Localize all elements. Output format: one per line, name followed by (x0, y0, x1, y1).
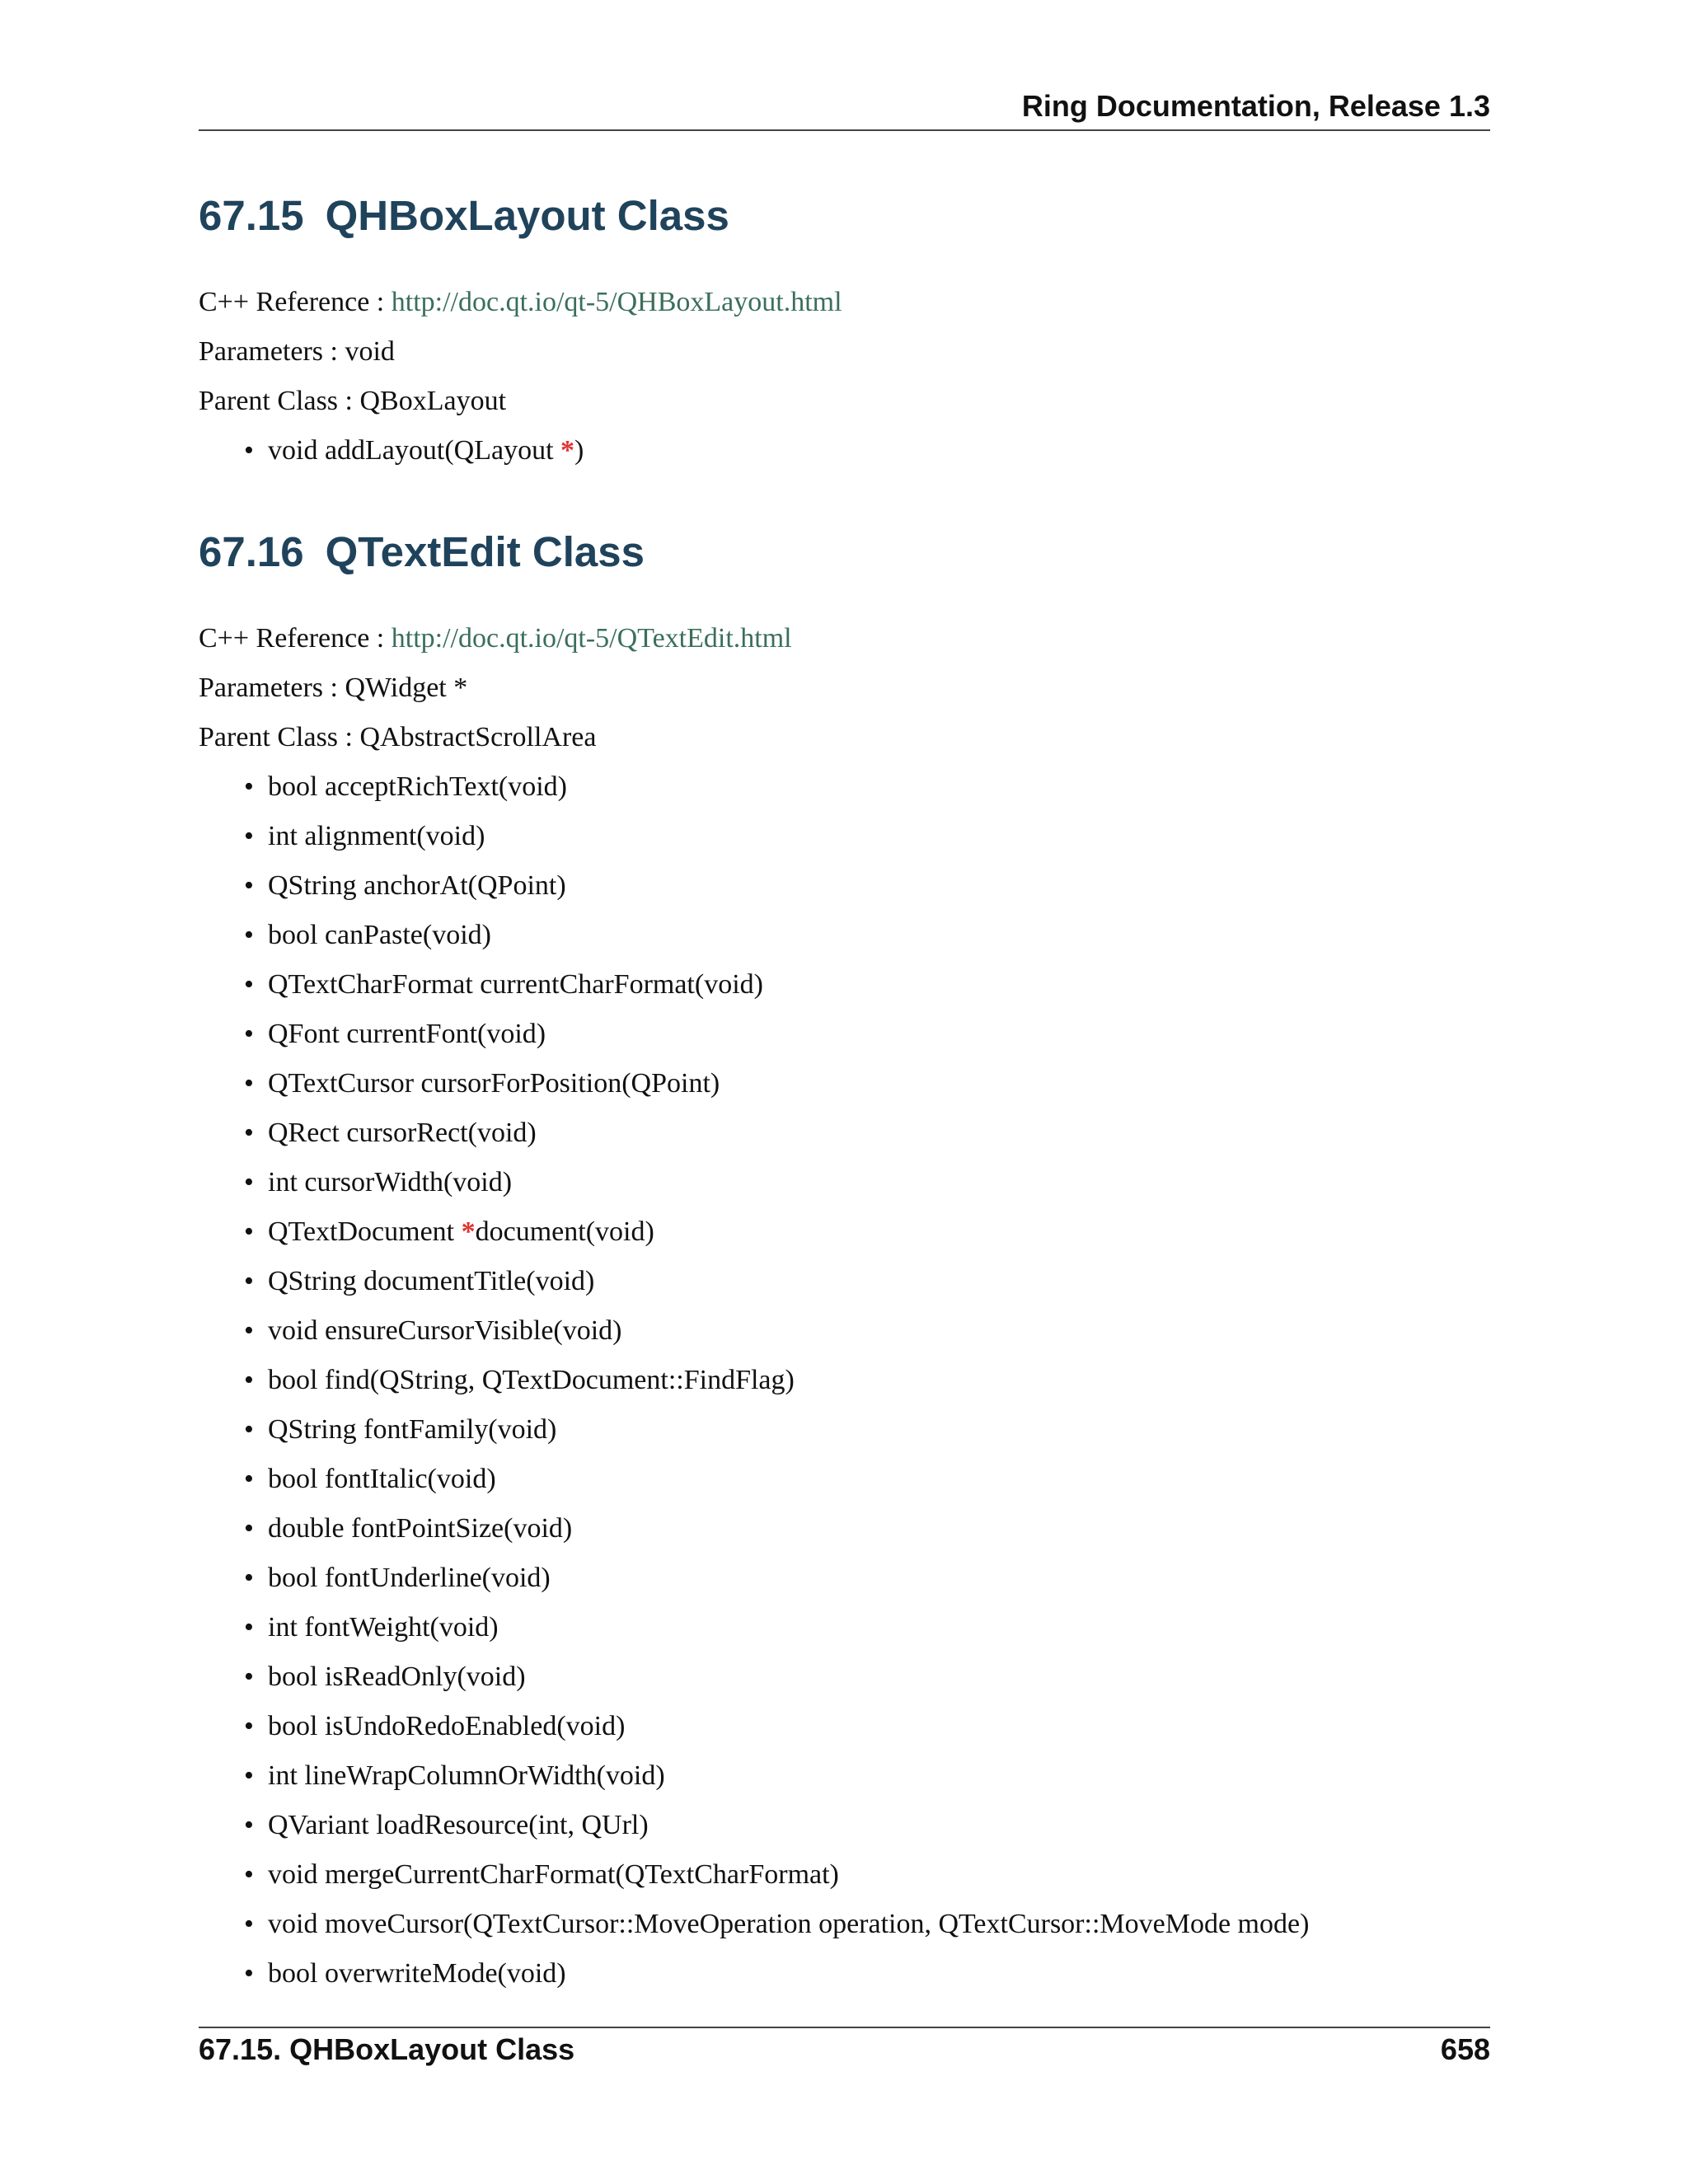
footer-page-number: 658 (1440, 2032, 1490, 2066)
method-item (199, 1858, 1309, 1908)
section-number: 67.15 (199, 192, 304, 239)
method-signature: bool canPaste(void) (268, 920, 491, 950)
method-item (199, 1760, 1309, 1809)
section-title: QTextEdit Class (325, 528, 645, 575)
method-signature: QTextCursor cursorForPosition(QPoint) (268, 1068, 720, 1099)
method-signature: double fontPointSize(void) (268, 1513, 573, 1544)
bullet-icon: • (244, 1315, 254, 1346)
method-item (199, 1512, 1309, 1562)
method-item (199, 1216, 1309, 1265)
cpp-reference-label: C++ Reference : (199, 623, 385, 654)
method-signature: int lineWrapColumnOrWidth(void) (268, 1760, 665, 1791)
method-item (199, 1710, 1309, 1760)
bullet-icon: • (244, 1612, 254, 1643)
method-item (199, 1611, 1309, 1661)
method-signature: int cursorWidth(void) (268, 1167, 513, 1197)
header-rule (199, 129, 1490, 131)
bullet-icon: • (244, 1760, 254, 1791)
section-number: 67.16 (199, 528, 304, 575)
method-signature: bool fontItalic(void) (268, 1464, 496, 1494)
method-signature: bool acceptRichText(void) (268, 771, 567, 802)
method-signature-tail: document(void) (475, 1216, 654, 1247)
method-signature: QString documentTitle(void) (268, 1266, 595, 1296)
bullet-icon: • (244, 1068, 254, 1099)
method-signature: QVariant loadResource(int, QUrl) (268, 1810, 649, 1840)
document-page (199, 0, 1490, 2184)
bullet-icon: • (244, 1464, 254, 1494)
cpp-reference-label: C++ Reference : (199, 287, 385, 317)
bullet-icon: • (244, 821, 254, 851)
footer-rule (199, 2027, 1490, 2028)
method-list (199, 771, 1309, 2007)
method-signature: bool fontUnderline(void) (268, 1563, 551, 1593)
bullet-icon: • (244, 1167, 254, 1197)
method-item (199, 1117, 1309, 1166)
method-item (199, 771, 1309, 820)
method-signature: void addLayout(QLayout (268, 435, 561, 466)
cpp-reference-line (199, 622, 792, 655)
method-signature: bool overwriteMode(void) (268, 1958, 566, 1989)
bullet-icon: • (244, 1513, 254, 1544)
method-signature: int fontWeight(void) (268, 1612, 499, 1643)
bullet-icon: • (244, 1958, 254, 1989)
method-signature: QString anchorAt(QPoint) (268, 870, 566, 901)
method-item (199, 919, 1309, 968)
method-signature: QFont currentFont(void) (268, 1019, 546, 1049)
bullet-icon: • (244, 1365, 254, 1395)
cpp-reference-link[interactable]: http://doc.qt.io/qt-5/QTextEdit.html (391, 623, 792, 654)
bullet-icon: • (244, 1661, 254, 1692)
method-item (199, 968, 1309, 1018)
bullet-icon: • (244, 1216, 254, 1247)
method-signature: QString fontFamily(void) (268, 1414, 557, 1445)
parameters-line: Parameters : QWidget * (199, 673, 468, 703)
method-item (199, 1018, 1309, 1067)
method-signature: QTextDocument (268, 1216, 462, 1247)
bullet-icon: • (244, 1859, 254, 1890)
parent-class-line: Parent Class : QAbstractScrollArea (199, 722, 597, 752)
bullet-icon: • (244, 771, 254, 802)
method-signature: bool find(QString, QTextDocument::FindFlag) (268, 1365, 795, 1395)
bullet-icon: • (244, 1414, 254, 1445)
bullet-icon: • (244, 1019, 254, 1049)
method-signature: int alignment(void) (268, 821, 485, 851)
bullet-icon: • (244, 920, 254, 950)
method-item (199, 1265, 1309, 1315)
bullet-icon: • (244, 1266, 254, 1296)
method-signature: bool isUndoRedoEnabled(void) (268, 1711, 626, 1741)
bullet-icon: • (244, 969, 254, 1000)
method-signature-tail: ) (574, 435, 584, 466)
running-header: Ring Documentation, Release 1.3 (1021, 89, 1490, 123)
method-signature: bool isReadOnly(void) (268, 1661, 526, 1692)
method-list (199, 434, 584, 484)
pointer-asterisk: * (560, 435, 575, 466)
method-signature: void mergeCurrentCharFormat(QTextCharFormat) (268, 1859, 839, 1890)
bullet-icon: • (244, 870, 254, 901)
method-item (199, 820, 1309, 869)
bullet-icon: • (244, 1810, 254, 1840)
method-item (199, 1957, 1309, 2007)
method-signature: void moveCursor(QTextCursor::MoveOperation operation, QTextCursor::MoveMode mode) (268, 1909, 1310, 1939)
method-item (199, 1166, 1309, 1216)
bullet-icon: • (244, 435, 254, 466)
bullet-icon: • (244, 1711, 254, 1741)
section-heading-qhboxlayout (199, 191, 729, 240)
method-item (199, 1661, 1309, 1710)
method-item (199, 1413, 1309, 1463)
bullet-icon: • (244, 1118, 254, 1148)
method-item (199, 434, 584, 484)
parameters-line: Parameters : void (199, 336, 395, 367)
section-title: QHBoxLayout Class (325, 192, 729, 239)
method-item (199, 1067, 1309, 1117)
cpp-reference-line (199, 286, 842, 319)
method-item (199, 1463, 1309, 1512)
method-signature: void ensureCursorVisible(void) (268, 1315, 622, 1346)
method-item (199, 1809, 1309, 1858)
parent-class-line: Parent Class : QBoxLayout (199, 386, 507, 416)
pointer-asterisk: * (461, 1216, 476, 1247)
footer-section-label: 67.15. QHBoxLayout Class (199, 2032, 575, 2066)
method-item (199, 869, 1309, 919)
cpp-reference-link[interactable]: http://doc.qt.io/qt-5/QHBoxLayout.html (391, 287, 842, 317)
section-heading-qtextedit (199, 527, 645, 576)
method-signature: QTextCharFormat currentCharFormat(void) (268, 969, 763, 1000)
bullet-icon: • (244, 1563, 254, 1593)
method-signature: QRect cursorRect(void) (268, 1118, 537, 1148)
method-item (199, 1562, 1309, 1611)
method-item (199, 1364, 1309, 1413)
method-item (199, 1315, 1309, 1364)
bullet-icon: • (244, 1909, 254, 1939)
method-item (199, 1908, 1309, 1957)
